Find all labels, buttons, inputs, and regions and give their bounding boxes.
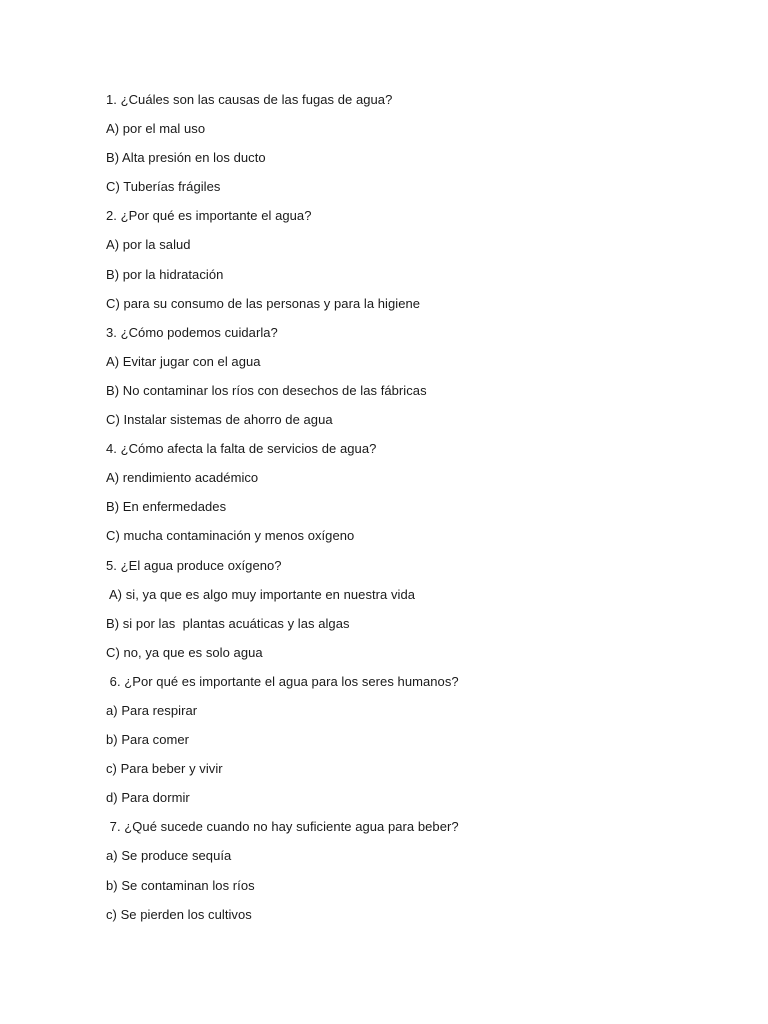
question-3-text: 3. ¿Cómo podemos cuidarla? — [106, 324, 278, 340]
question-3-option-c: C) Instalar sistemas de ahorro de agua — [106, 412, 333, 428]
question-2-option-b: B) por la hidratación — [106, 266, 224, 282]
question-6-option-a: a) Para respirar — [106, 702, 198, 718]
question-1-option-c: C) Tuberías frágiles — [106, 179, 221, 195]
question-2-option-c: C) para su consumo de las personas y para la higiene — [106, 295, 421, 311]
question-7-option-a: a) Se produce sequía — [106, 848, 232, 864]
question-2-text: 2. ¿Por qué es importante el agua? — [106, 208, 312, 224]
question-1-option-a: A) por el mal uso — [106, 121, 206, 137]
question-6-option-b: b) Para comer — [106, 732, 190, 748]
question-6-text: 6. ¿Por qué es importante el agua para los seres humanos? — [106, 673, 459, 689]
question-2-option-a: A) por la salud — [106, 237, 191, 253]
question-1-option-b: B) Alta presión en los ducto — [106, 150, 266, 166]
question-7-text: 7. ¿Qué sucede cuando no hay suficiente agua para beber? — [106, 819, 459, 835]
question-5-option-a: A) si, ya que es algo muy importante en nuestra vida — [106, 586, 416, 602]
question-5-text: 5. ¿El agua produce oxígeno? — [106, 557, 282, 573]
question-4-text: 4. ¿Cómo afecta la falta de servicios de agua? — [106, 441, 377, 457]
question-7-option-c: c) Se pierden los cultivos — [106, 906, 252, 922]
question-6-option-c: c) Para beber y vivir — [106, 761, 223, 777]
document-body — [106, 90, 706, 934]
question-4-option-a: A) rendimiento académico — [106, 470, 259, 486]
question-4-option-b: B) En enfermedades — [106, 499, 227, 515]
question-7-option-b: b) Se contaminan los ríos — [106, 877, 255, 893]
question-3-option-a: A) Evitar jugar con el agua — [106, 353, 261, 369]
question-4-option-c: C) mucha contaminación y menos oxígeno — [106, 528, 355, 544]
question-6-option-d: d) Para dormir — [106, 790, 190, 806]
question-1-text: 1. ¿Cuáles son las causas de las fugas de agua? — [106, 92, 393, 107]
question-3-option-b: B) No contaminar los ríos con desechos de las fábricas — [106, 382, 427, 398]
question-5-option-b: B) si por las plantas acuáticas y las algas — [106, 615, 350, 631]
question-5-option-c: C) no, ya que es solo agua — [106, 644, 263, 660]
